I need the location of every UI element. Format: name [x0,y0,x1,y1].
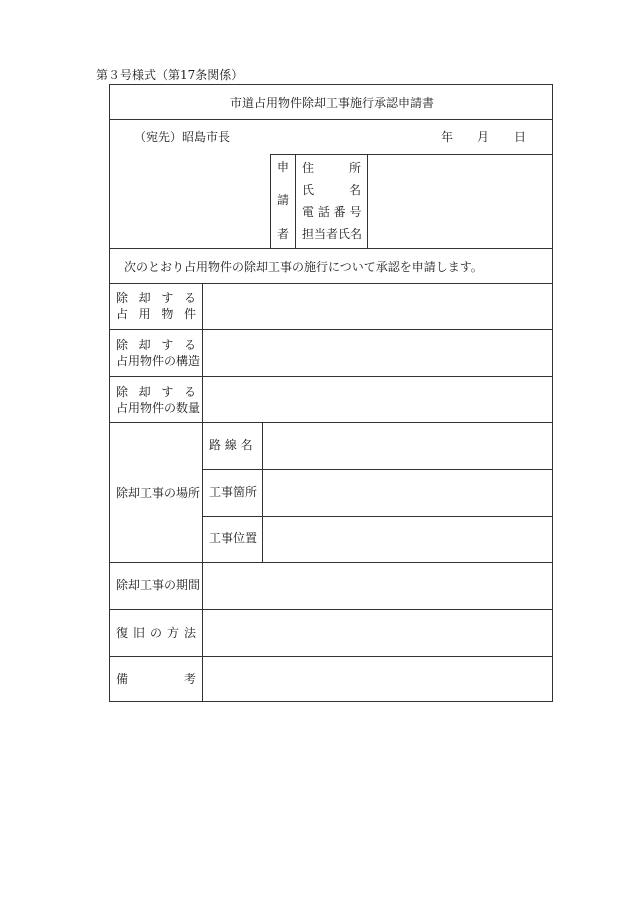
remarks-field[interactable] [203,657,552,701]
object-field[interactable] [203,284,552,329]
restoration-label: 復 旧 の 方 法 [116,626,196,640]
date-day: 日 [514,130,527,144]
applicant-label-char: 請 [277,193,290,207]
quantity-label: 除 却 す る 占用物件の数量 [116,385,201,415]
quantity-field[interactable] [203,377,552,422]
remarks-label: 備 考 [116,672,196,686]
period-field[interactable] [203,563,552,608]
form-title: 市道占用物件除却工事施行承認申請書 [229,96,434,110]
route-name-label: 路 線 名 [209,438,253,452]
location-label: 除却工事の場所 [116,486,201,500]
structure-label: 除 却 す る 占用物件の構造 [116,338,201,368]
work-position-field[interactable] [263,517,552,562]
contact-person-label: 担当者氏名 [302,227,363,241]
statement: 次のとおり占用物件の除却工事の施行について承認を申請します。 [124,260,483,274]
applicant-label-char: 者 [277,227,290,241]
addressee: （宛先）昭島市長 [134,130,231,144]
divider [110,119,552,120]
object-label: 除 却 す る 占 用 物 件 [116,291,196,321]
work-position-label: 工事位置 [209,531,258,545]
divider [110,248,552,249]
address-label: 住 所 [302,161,361,175]
name-label: 氏 名 [302,183,361,197]
date-month: 月 [477,130,490,144]
structure-field[interactable] [203,330,552,375]
work-section-label: 工事箇所 [209,485,258,499]
phone-label: 電 話 番 号 [302,205,362,219]
restoration-field[interactable] [203,610,552,655]
work-section-field[interactable] [263,470,552,515]
application-form [109,84,553,702]
divider [295,154,296,248]
divider [270,154,271,248]
route-name-field[interactable] [263,423,552,468]
date-year: 年 [441,130,454,144]
applicant-label-char: 申 [277,160,290,174]
form-number: 第３号様式（第17条関係） [96,68,244,82]
applicant-input-area[interactable] [368,155,552,247]
period-label: 除却工事の期間 [116,578,201,592]
